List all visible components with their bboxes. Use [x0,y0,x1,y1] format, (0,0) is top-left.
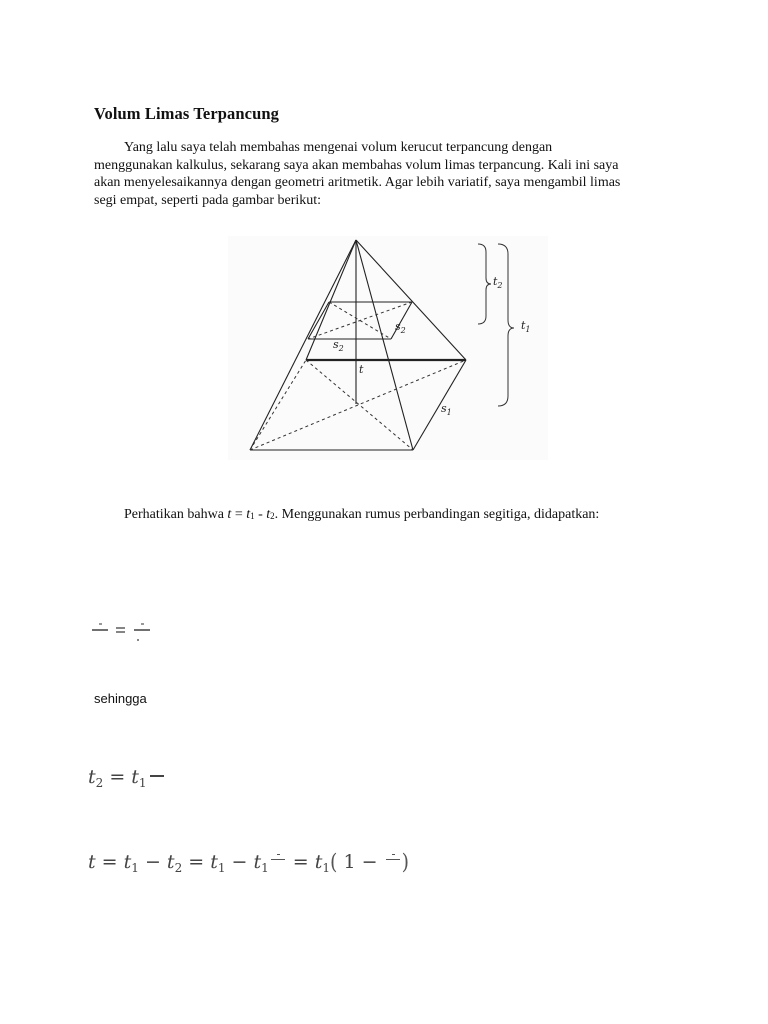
label-s1: $s_1$ [441,402,452,417]
open-paren: ( [330,849,338,875]
label-s2-right: $s_2$ [395,320,406,335]
sehingga-text: sehingga [94,691,147,706]
intro-paragraph [94,139,694,209]
intro-line-4: segi empat, seperti pada gambar berikut: [94,192,322,208]
fraction-bar [150,775,164,777]
denominator-mark-right [137,639,139,641]
label-t: t [359,363,364,376]
t-equation-image: $t = t_1 - t_2 = t_1 - t_1$ = $t_1$( 1 − ) [88,849,410,875]
figure-background [228,236,548,460]
label-t1: $t_1$ [521,319,531,334]
close-paren: ) [401,849,410,875]
page-title: Volum Limas Terpancung [94,104,279,123]
intro-line-2: menggunakan kalkulus, sekarang saya akan membahas volum limas terpancung. Kali ini saya [94,157,619,173]
ratio-equation-image [88,612,168,648]
frustum-pyramid-figure [228,236,548,460]
label-s2-left: $s_2$ [333,338,344,353]
label-t2: $t_2$ [493,275,503,290]
mini-fraction-2 [384,850,402,870]
t2-equation-image: $t_2 = t_1$ [88,766,168,796]
observation-line: Perhatikan bahwa $t = t_1 - t_2$. Menggunakan rumus perbandingan segitiga, didapatkan: [124,507,600,522]
intro-line-3: akan menyelesaikannya dengan geometri aritmetik. Agar lebih variatif, saya mengambil limas [94,175,621,190]
mini-fraction-1 [269,850,287,870]
intro-line-1: Yang lalu saya telah membahas mengenai volum kerucut terpancung dengan [124,140,553,155]
